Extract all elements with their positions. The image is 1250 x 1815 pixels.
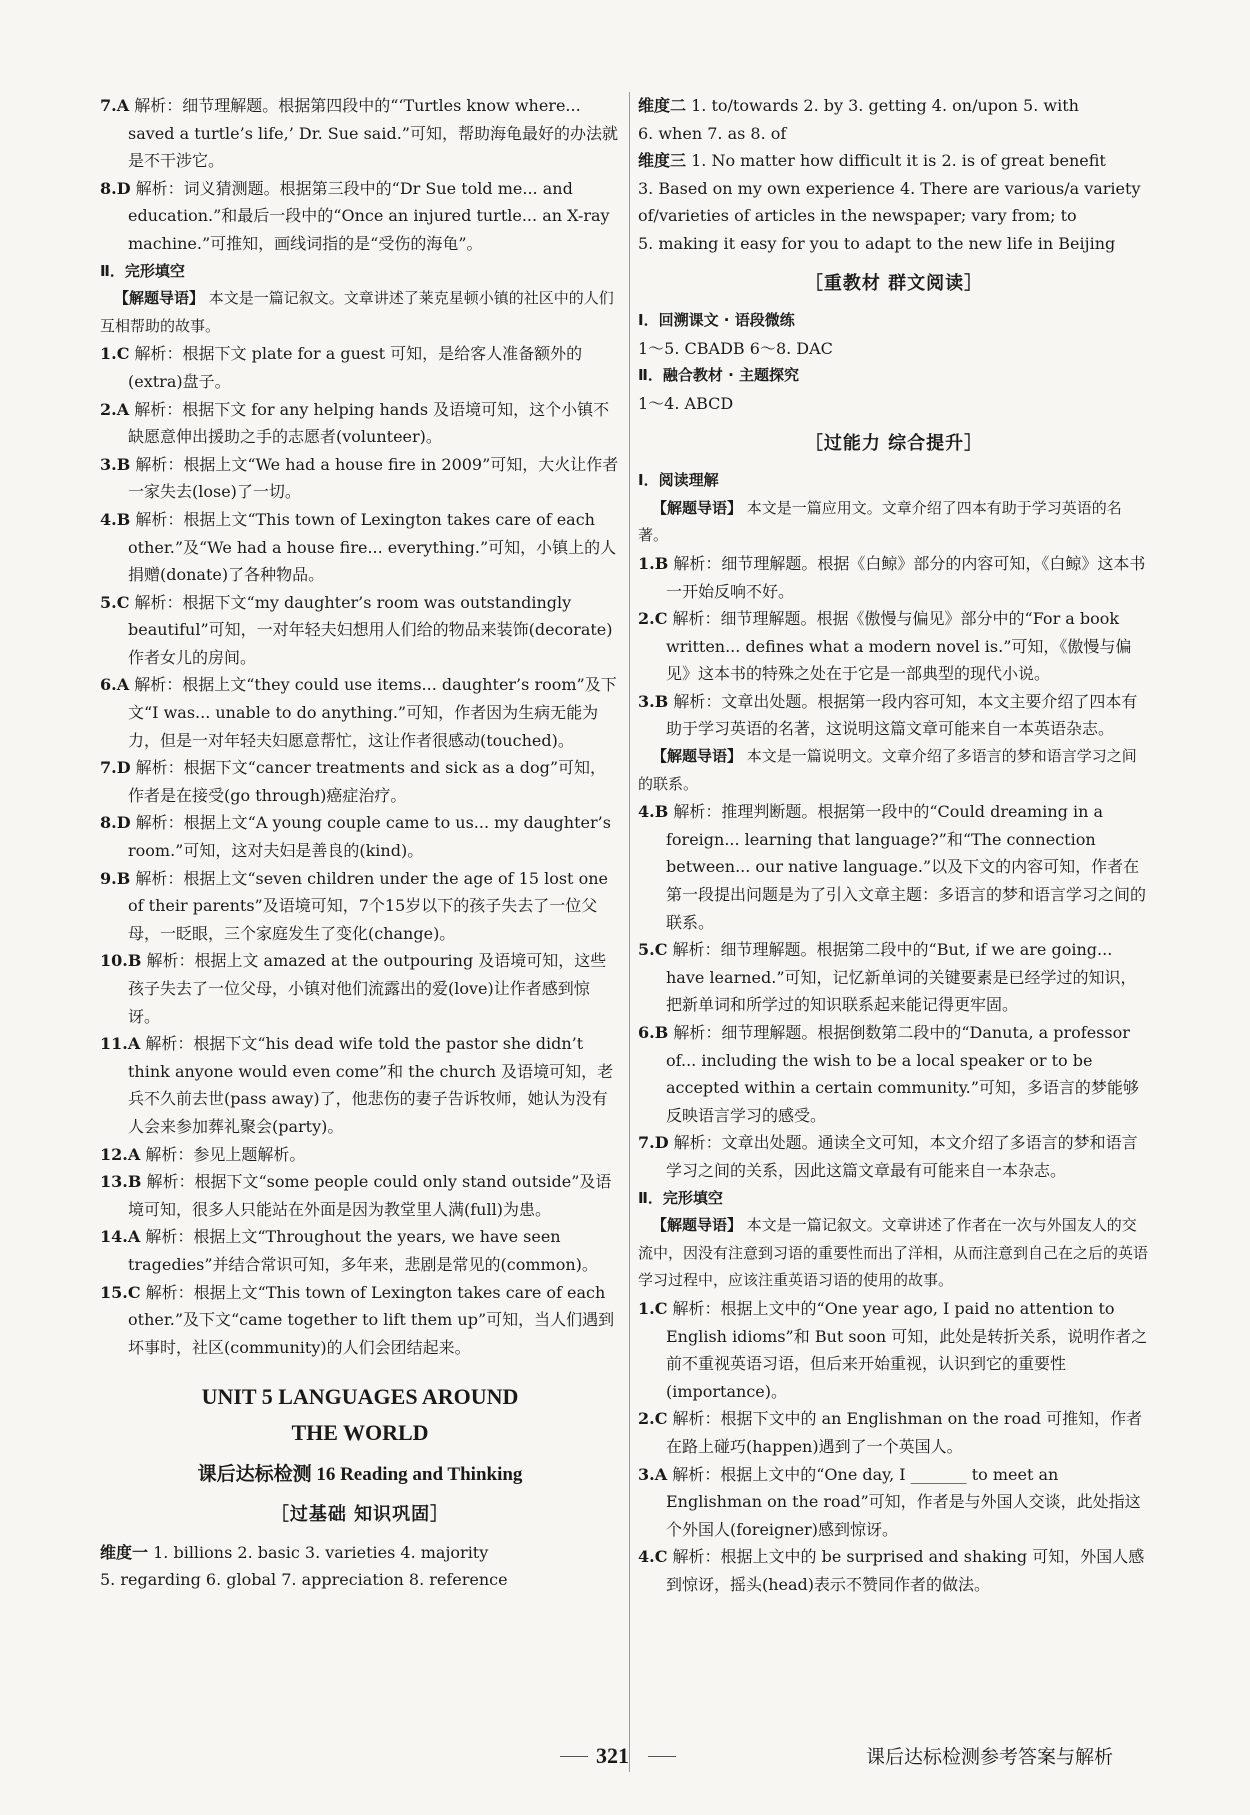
section-heading: Ⅱ．完形填空 — [100, 261, 185, 280]
section-bracket-heading: ［过能力 综合提升］ — [804, 432, 984, 454]
section-heading: Ⅱ．完形填空 — [638, 1188, 723, 1207]
answer-item: 2.C 解析：细节理解题。根据《傲慢与偏见》部分中的“For a book written... defines what a modern novel is.”可知，《傲慢与偏见》这本书的特殊之处在于它是一部典型的现代小说。 — [638, 609, 1132, 684]
cloze-answer-list — [100, 340, 620, 1361]
answer-item: 7.D 解析：文章出处题。通读全文可知，本文介绍了多语言的梦和语言学习之间的关系，因此这篇文章最有可能来自一本杂志。 — [638, 1133, 1138, 1180]
guide-paragraph: 【解题导语】 本文是一篇记叙文。文章讲述了莱克星顿小镇的社区中的人们互相帮助的故事。 — [100, 289, 614, 335]
footer-title: 课后达标检测参考答案与解析 — [866, 1746, 1114, 1768]
answer-item: 7.D 解析：根据下文“cancer treatments and sick as a dog”可知，作者是在接受(go through)癌症治疗。 — [100, 758, 607, 805]
answer-item: 6.A 解析：根据上文“they could use items... daughter’s room”及下文“I was... unable to do anything.”可知，作者因为生病无能为力，但是一对年轻夫妇愿意帮忙，这让作者很感动(touched)。 — [100, 675, 617, 750]
answer-item: 14.A 解析：根据上文“Throughout the years, we have seen tragedies”并结合常识可知，多年来，悲剧是常见的(common)。 — [100, 1227, 598, 1274]
guide-paragraph: 【解题导语】 本文是一篇说明文。文章介绍了多语言的梦和语言学习之间的联系。 — [638, 747, 1137, 793]
page-number: 321 — [596, 1743, 629, 1768]
column-divider — [629, 92, 630, 1772]
dimension-answers-cont: 5. regarding 6. global 7. appreciation 8. reference — [100, 1570, 508, 1590]
section-bracket-heading: ［重教材 群文阅读］ — [804, 272, 984, 294]
answer-item: 6.B 解析：细节理解题。根据倒数第二段中的“Danuta, a professor of... including the wish to be a local speaker or to be accepted within a certain community.”可知，多语言的梦能够反映语言学习的感受。 — [638, 1023, 1139, 1125]
answer-item: 5.C 解析：细节理解题。根据第二段中的“But, if we are going... have learned.”可知，记忆新单词的关键要素是已经学过的知识，把新单词和所学过的知识联系起来能记得更牢固。 — [638, 940, 1137, 1015]
answer-item: 2.A 解析：根据下文 for any helping hands 及语境可知，这个小镇不缺愿意伸出援助之手的志愿者(volunteer)。 — [100, 399, 610, 447]
answer-item: 10.B 解析：根据上文 amazed at the outpouring 及语境可知，这些孩子失去了一位父母，小镇对他们流露出的爱(love)让作者感到惊讶。 — [100, 951, 607, 1026]
answer-item: 3.A 解析：根据上文中的“One day, I _______ to meet an Englishman on the road”可知，作者是与外国人交谈，此处指这个外国人(foreigner)感到惊讶。 — [638, 1464, 1141, 1539]
answer-item: 5.C 解析：根据下文“my daughter’s room was outstandingly beautiful”可知，一对年轻夫妇想用人们给的物品来装饰(decorate)作者女儿的房间。 — [100, 592, 613, 667]
dimension-answers: 维度二 1. to/towards 2. by 3. getting 4. on/upon 5. with — [638, 96, 1079, 115]
answer-item: 13.B 解析：根据下文“some people could only stand outside”及语境可知，很多人只能站在外面是因为教堂里人满(full)为患。 — [100, 1172, 612, 1219]
left-column — [100, 92, 620, 1594]
lesson-title: 课后达标检测 16 Reading and Thinking — [197, 1464, 523, 1486]
answer-item: 1.C 解析：根据下文 plate for a guest 可知，是给客人准备额外的(extra)盘子。 — [100, 344, 583, 391]
answer-item: 1.C 解析：根据上文中的“One year ago, I paid no attention to English idioms”和 But soon 可知，此处是转折关系，说明作者之前不重视英语习语，但后来开始重视，认识到它的重要性(importance)。 — [638, 1298, 1148, 1401]
dimension-answers: 维度一 1. billions 2. basic 3. varieties 4. majority — [100, 1542, 489, 1562]
answer-item: 4.B 解析：推理判断题。根据第一段中的“Could dreaming in a foreign... learning that language?”和“The connection between... our native language.”以及下文的内容可知，作者在第一段提出问题是为了引入文章主题：多语言的梦和语言学习之间的联系。 — [638, 802, 1147, 932]
answer-item: 2.C 解析：根据下文中的 an Englishman on the road 可推知，作者在路上碰巧(happen)遇到了一个英国人。 — [638, 1409, 1143, 1456]
dimension-answers-cont: 6. when 7. as 8. of — [638, 123, 787, 143]
section-bracket-heading: ［过基础 知识巩固］ — [270, 1503, 450, 1525]
section-heading: Ⅰ．回溯课文 · 语段微练 — [638, 311, 795, 330]
answer-item: 11.A 解析：根据下文“his dead wife told the pastor she didn’t think anyone would even come”和 the church 及语境可知，老兵不久前去世(pass away)了，他悲伤的妻子告诉牧师，她认为没有人会来参加葬礼聚会(party)。 — [100, 1034, 614, 1136]
dimension-answers-cont: 5. making it easy for you to adapt to the new life in Beijing — [638, 233, 1116, 253]
answer-item: 8.D 解析：词义猜测题。根据第三段中的“Dr Sue told me... and education.”和最后一段中的“Once an injured turtle... an X-ray machine.”可推知，画线词指的是“受伤的海龟”。 — [100, 178, 610, 253]
answer-item: 15.C 解析：根据上文“This town of Lexington takes care of each other.”及下文“came together to lift them up”可知，当人们遇到坏事时，社区(community)的人们会团结起来。 — [100, 1282, 615, 1357]
unit-title: UNIT 5 LANGUAGES AROUND THE WORLD — [201, 1384, 519, 1446]
dimension-answers: 维度三 1. No matter how difficult it is 2. is of great benefit — [638, 151, 1106, 171]
guide-paragraph: 【解题导语】 本文是一篇记叙文。文章讲述了作者在一次与外国友人的交流中，因没有注意到习语的重要性而出了洋相，从而注意到自己在之后的英语学习过程中，应该注重英语习语的使用的故事。 — [638, 1216, 1149, 1290]
answer-item: 3.B 解析：根据上文“We had a house fire in 2009”可知，大火让作者一家失去(lose)了一切。 — [100, 454, 619, 502]
answer-item: 4.B 解析：根据上文“This town of Lexington takes care of each other.”及“We had a house fire... everything.”可知，小镇上的人捐赠(donate)了各种物品。 — [100, 509, 617, 585]
right-column — [638, 92, 1150, 1598]
section-heading: Ⅰ．阅读理解 — [638, 471, 719, 490]
section-heading: Ⅱ．融合教材 · 主题探究 — [638, 366, 800, 385]
footer-dash-left — [560, 1756, 588, 1757]
answer-item: 9.B 解析：根据上文“seven children under the age of 15 lost one of their parents”及语境可知，7个15岁以下的孩子失去了一位父母，一眨眼，三个家庭发生了变化(change)。 — [100, 868, 608, 943]
answer-item: 1.B 解析：细节理解题。根据《白鲸》部分的内容可知，《白鲸》这本书一开始反响不好。 — [638, 553, 1146, 601]
guide-paragraph: 【解题导语】 本文是一篇应用文。文章介绍了四本有助于学习英语的名著。 — [638, 498, 1122, 545]
answer-item: 12.A 解析：参见上题解析。 — [100, 1144, 306, 1164]
dimension-answers-cont: 3. Based on my own experience 4. There are various/a variety of/varieties of articles in the newspaper; vary from; to — [638, 178, 1141, 226]
answer-item: 4.C 解析：根据上文中的 be surprised and shaking 可知，外国人感到惊讶，摇头(head)表示不赞同作者的做法。 — [638, 1547, 1145, 1594]
answer-item: 7.A 解析：细节理解题。根据第四段中的“‘Turtles know where... saved a turtle’s life,’ Dr. Sue said.”可知，帮助海龟最好的办法就是不干涉它。 — [100, 96, 618, 171]
answer-item: 8.D 解析：根据上文“A young couple came to us... my daughter’s room.”可知，这对夫妇是善良的(kind)。 — [100, 813, 611, 861]
answer-line: 1～4. ABCD — [638, 393, 734, 413]
answer-line: 1～5. CBADB 6～8. DAC — [638, 338, 833, 358]
answer-item: 3.B 解析：文章出处题。根据第一段内容可知，本文主要介绍了四本有助于学习英语的名著，这说明这篇文章可能来自一本英语杂志。 — [638, 691, 1138, 739]
footer-dash-right — [648, 1756, 676, 1757]
